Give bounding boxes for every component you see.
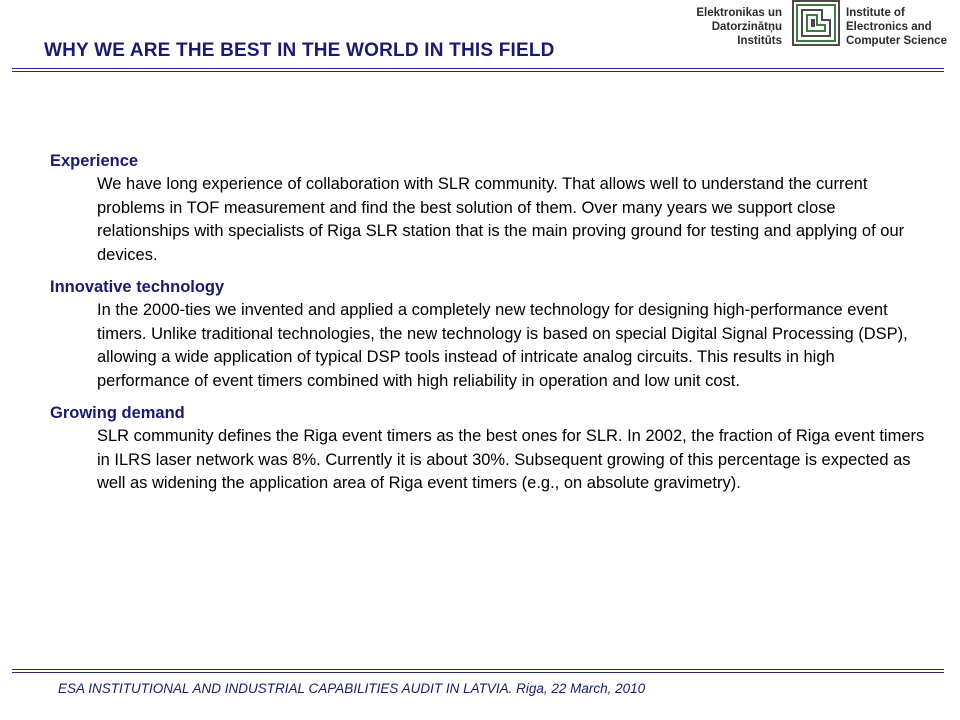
logo-latvian-line: Datorzinātņu xyxy=(711,21,782,33)
institute-name-latvian xyxy=(678,6,782,48)
logo-english-line: Computer Science xyxy=(846,35,947,47)
section-body: We have long experience of collaboration with SLR community. That allows well to understand the current problems in TOF measurement and find the best solution of them. Over many years we support close relationships with specialists of Riga SLR station that is the main proving ground for testing and applying of our devices. xyxy=(97,175,905,264)
footer-divider xyxy=(12,669,944,673)
logo-english-line: Institute of xyxy=(846,7,905,19)
footer-text: ESA INSTITUTIONAL AND INDUSTRIAL CAPABILITIES AUDIT IN LATVIA. Riga, 22 March, 2010 xyxy=(58,681,646,696)
slide-title: WHY WE ARE THE BEST IN THE WORLD IN THIS FIELD xyxy=(44,40,555,61)
logo-english-line: Electronics and xyxy=(846,21,932,33)
institute-name-english xyxy=(846,6,958,48)
section-heading: Innovative technology xyxy=(50,278,225,296)
section-growing-demand xyxy=(50,402,930,496)
section-heading: Growing demand xyxy=(50,404,185,422)
slide-content xyxy=(50,150,930,505)
logo-latvian-line: Elektronikas un xyxy=(696,7,782,19)
header-divider xyxy=(12,68,944,72)
section-body: In the 2000-ties we invented and applied a completely new technology for designing high-performance event timers. Unlike traditional technologies, the new technology is based on special Digital Signal Processing (DSP), allowing a wide application of typical DSP tools instead of intricate analog circuits. This results in high performance of event timers combined with high reliability in operation and low unit cost. xyxy=(97,301,908,390)
section-innovative-technology xyxy=(50,276,930,393)
institute-logo-icon xyxy=(792,0,840,46)
logo-latvian-line: Institūts xyxy=(737,35,782,47)
section-heading: Experience xyxy=(50,152,139,170)
section-body: SLR community defines the Riga event timers as the best ones for SLR. In 2002, the fraction of Riga event timers in ILRS laser network was 8%. Currently it is about 30%. Subsequent growing of this percentage is expected as well as widening the application area of Riga event timers (e.g., on absolute gravimetry). xyxy=(97,427,925,492)
section-experience xyxy=(50,150,930,267)
